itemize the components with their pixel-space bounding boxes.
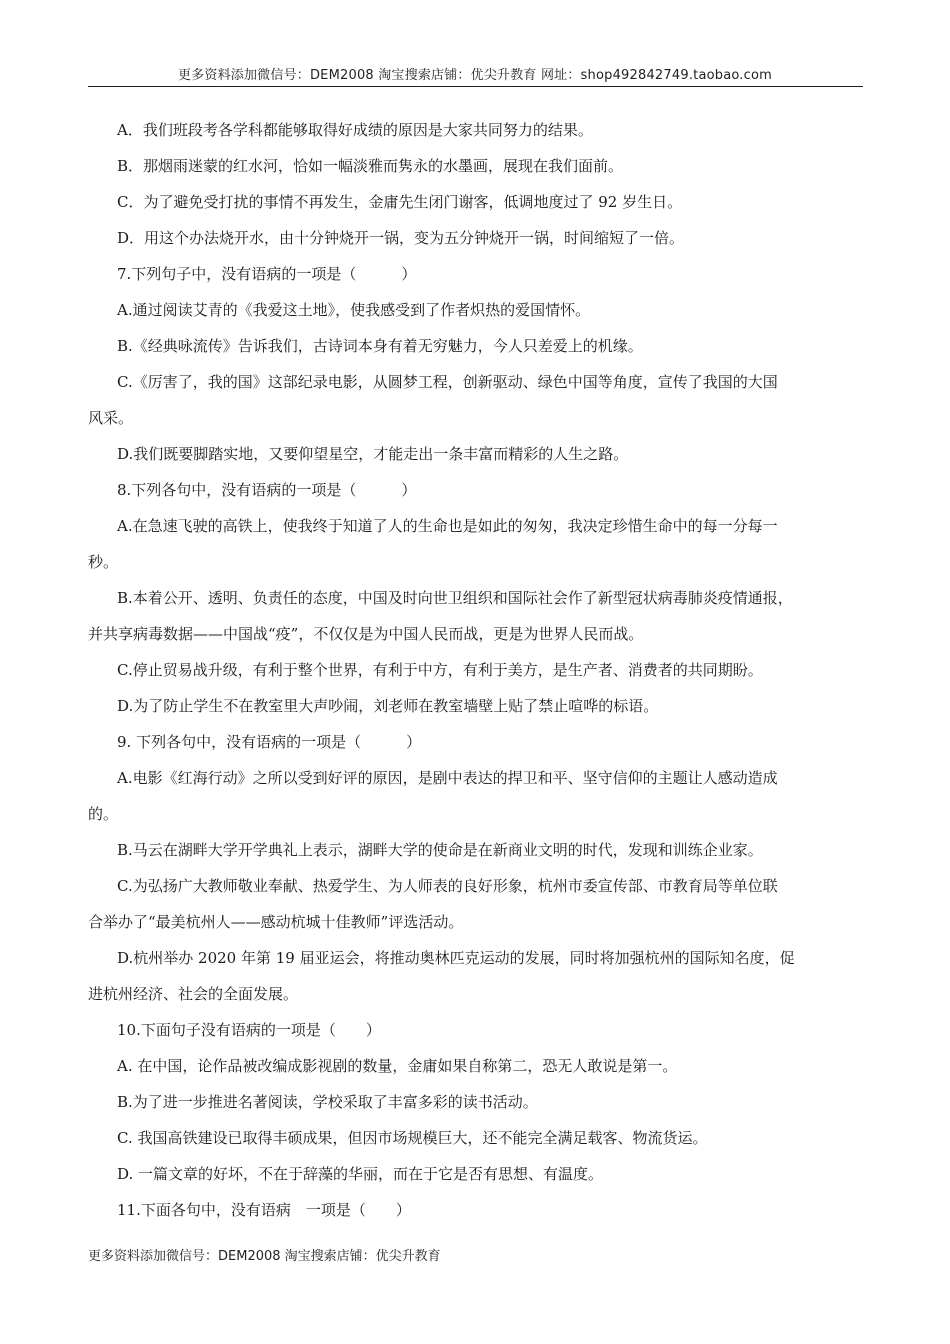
text-line: D.为了防止学生不在教室里大声吵闹，刘老师在教室墙壁上贴了禁止喧哗的标语。 <box>117 697 659 715</box>
text-line: 的。 <box>88 805 119 823</box>
text-line: 进杭州经济、社会的全面发展。 <box>88 985 299 1003</box>
text-line: A.通过阅读艾青的《我爱这土地》，使我感受到了作者炽热的爱国情怀。 <box>117 301 591 319</box>
text-line: D. 一篇文章的好坏，不在于辞藻的华丽，而在于它是否有思想、有温度。 <box>117 1165 604 1183</box>
question-8-title: 8.下列各句中，没有语病的一项是（ ） <box>117 481 417 499</box>
text-line: A.在急速飞驶的高铁上，使我终于知道了人的生命也是如此的匆匆，我决定珍惜生命中的每一分每一 <box>117 517 778 535</box>
text-line: C. 我国高铁建设已取得丰硕成果，但因市场规模巨大，还不能完全满足载客、物流货运。 <box>117 1129 708 1147</box>
text-line: 秒。 <box>88 553 119 571</box>
question-7-title: 7.下列句子中，没有语病的一项是（ ） <box>117 265 417 283</box>
text-line: A.电影《红海行动》之所以受到好评的原因，是剧中表达的捍卫和平、坚守信仰的主题让人感动造成 <box>117 769 778 787</box>
text-line: D.我们既要脚踏实地，又要仰望星空，才能走出一条丰富而精彩的人生之路。 <box>117 445 629 463</box>
question-11-title: 11.下面各句中，没有语病 一项是（ ） <box>117 1201 411 1219</box>
page-footer: 更多资料添加微信号：DEM2008 淘宝搜索店铺：优尖升教育 <box>88 1249 441 1264</box>
text-line: C.为弘扬广大教师敬业奉献、热爱学生、为人师表的良好形象，杭州市委宣传部、市教育局等单位联 <box>117 877 778 895</box>
text-line: A. 在中国，论作品被改编成影视剧的数量，金庸如果自称第二，恐无人敢说是第一。 <box>117 1057 678 1075</box>
text-line: B.《经典咏流传》告诉我们，古诗词本身有着无穷魅力，今人只差爱上的机缘。 <box>117 337 643 355</box>
text-line: B.本着公开、透明、负责任的态度，中国及时向世卫组织和国际社会作了新型冠状病毒肺炎疫情通报， <box>117 589 793 607</box>
text-line: 风采。 <box>88 409 134 427</box>
text-line: C.停止贸易战升级，有利于整个世界，有利于中方，有利于美方，是生产者、消费者的共同期盼。 <box>117 661 763 679</box>
text-line: D.杭州举办 2020 年第 19 届亚运会，将推动奥林匹克运动的发展，同时将加强杭州的国际知名度，促 <box>117 949 795 967</box>
text-line: D．用这个办法烧开水，由十分钟烧开一锅，变为五分钟烧开一锅，时间缩短了一倍。 <box>117 229 685 247</box>
document-body <box>88 112 863 1228</box>
text-line: C．为了避免受打扰的事情不再发生，金庸先生闭门谢客，低调地度过了 92 岁生日。 <box>117 193 683 211</box>
question-9-title: 9. 下列各句中，没有语病的一项是（ ） <box>117 733 422 751</box>
text-line: A．我们班段考各学科都能够取得好成绩的原因是大家共同努力的结果。 <box>117 121 593 139</box>
question-10-title: 10.下面句子没有语病的一项是（ ） <box>117 1021 381 1039</box>
text-line: B．那烟雨迷蒙的红水河，恰如一幅淡雅而隽永的水墨画，展现在我们面前。 <box>117 157 624 175</box>
text-line: B.为了进一步推进名著阅读，学校采取了丰富多彩的读书活动。 <box>117 1093 538 1111</box>
page-header: 更多资料添加微信号：DEM2008 淘宝搜索店铺：优尖升教育 网址：shop492842749.taobao.com <box>177 68 773 83</box>
text-line: C.《厉害了，我的国》这部纪录电影，从圆梦工程，创新驱动、绿色中国等角度，宣传了我国的大国 <box>117 373 778 391</box>
text-line: B.马云在湖畔大学开学典礼上表示，湖畔大学的使命是在新商业文明的时代，发现和训练企业家。 <box>117 841 763 859</box>
text-line: 并共享病毒数据——中国战“疫”，不仅仅是为中国人民而战，更是为世界人民而战。 <box>88 625 644 643</box>
text-line: 合举办了“最美杭州人——感动杭城十佳教师”评选活动。 <box>88 913 464 931</box>
header-divider <box>88 86 863 87</box>
